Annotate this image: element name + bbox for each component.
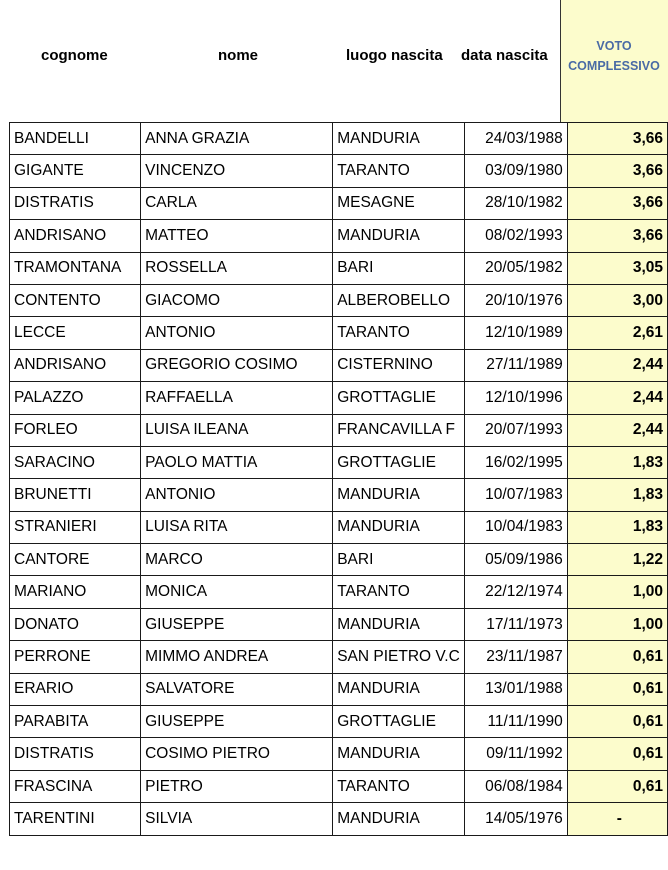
cell-data-nascita[interactable]: 10/04/1983 bbox=[464, 511, 567, 543]
cell-data-nascita[interactable]: 08/02/1993 bbox=[464, 220, 567, 252]
cell-voto[interactable]: 1,83 bbox=[567, 511, 667, 543]
cell-cognome[interactable]: CONTENTO bbox=[10, 284, 141, 316]
cell-nome[interactable]: LUISA ILEANA bbox=[141, 414, 333, 446]
cell-nome[interactable]: CARLA bbox=[141, 187, 333, 219]
cell-data-nascita[interactable]: 20/10/1976 bbox=[464, 284, 567, 316]
cell-luogo-nascita[interactable]: MANDURIA bbox=[333, 608, 465, 640]
cell-luogo-nascita[interactable]: FRANCAVILLA F bbox=[333, 414, 465, 446]
header-voto-line1: VOTO bbox=[596, 39, 632, 53]
header-nome: nome bbox=[218, 47, 259, 64]
table-row bbox=[10, 576, 668, 608]
cell-voto[interactable]: 1,22 bbox=[567, 544, 667, 576]
cell-nome[interactable]: MONICA bbox=[141, 576, 333, 608]
cell-voto[interactable]: 3,66 bbox=[567, 187, 667, 219]
cell-voto[interactable]: 1,00 bbox=[567, 576, 667, 608]
cell-voto[interactable]: 0,61 bbox=[567, 706, 667, 738]
cell-voto[interactable]: 0,61 bbox=[567, 673, 667, 705]
cell-luogo-nascita[interactable]: MANDURIA bbox=[333, 511, 465, 543]
cell-luogo-nascita[interactable]: CISTERNINO bbox=[333, 349, 465, 381]
cell-data-nascita[interactable]: 13/01/1988 bbox=[464, 673, 567, 705]
cell-data-nascita[interactable]: 24/03/1988 bbox=[464, 123, 567, 155]
cell-cognome[interactable]: PALAZZO bbox=[10, 382, 141, 414]
cell-luogo-nascita[interactable]: TARANTO bbox=[333, 576, 465, 608]
cell-cognome[interactable]: TRAMONTANA bbox=[10, 252, 141, 284]
cell-luogo-nascita[interactable]: SAN PIETRO V.C bbox=[333, 641, 465, 673]
cell-data-nascita[interactable]: 12/10/1996 bbox=[464, 382, 567, 414]
cell-nome[interactable]: MIMMO ANDREA bbox=[141, 641, 333, 673]
cell-voto[interactable]: 2,44 bbox=[567, 414, 667, 446]
cell-nome[interactable]: ROSSELLA bbox=[141, 252, 333, 284]
cell-data-nascita[interactable]: 03/09/1980 bbox=[464, 155, 567, 187]
cell-nome[interactable]: SALVATORE bbox=[141, 673, 333, 705]
cell-luogo-nascita[interactable]: MANDURIA bbox=[333, 803, 465, 835]
cell-voto[interactable]: 0,61 bbox=[567, 770, 667, 802]
table-row bbox=[10, 382, 668, 414]
cell-voto[interactable]: 3,66 bbox=[567, 155, 667, 187]
cell-data-nascita[interactable]: 12/10/1989 bbox=[464, 317, 567, 349]
table-row bbox=[10, 123, 668, 155]
header-voto-line2: COMPLESSIVO bbox=[568, 59, 660, 73]
table-row bbox=[10, 803, 668, 835]
cell-nome[interactable]: GIUSEPPE bbox=[141, 706, 333, 738]
table-row bbox=[10, 414, 668, 446]
cell-cognome[interactable]: SARACINO bbox=[10, 446, 141, 478]
results-table bbox=[9, 122, 668, 836]
cell-luogo-nascita[interactable]: MANDURIA bbox=[333, 220, 465, 252]
cell-data-nascita[interactable]: 11/11/1990 bbox=[464, 706, 567, 738]
cell-voto[interactable]: - bbox=[567, 803, 667, 835]
header-data-nascita: data nascita bbox=[461, 47, 548, 64]
cell-nome[interactable]: LUISA RITA bbox=[141, 511, 333, 543]
cell-nome[interactable]: PAOLO MATTIA bbox=[141, 446, 333, 478]
table-row bbox=[10, 641, 668, 673]
table-row bbox=[10, 284, 668, 316]
cell-data-nascita[interactable]: 27/11/1989 bbox=[464, 349, 567, 381]
cell-voto[interactable]: 2,44 bbox=[567, 349, 667, 381]
cell-nome[interactable]: VINCENZO bbox=[141, 155, 333, 187]
cell-luogo-nascita[interactable]: MANDURIA bbox=[333, 479, 465, 511]
cell-nome[interactable]: RAFFAELLA bbox=[141, 382, 333, 414]
cell-nome[interactable]: MATTEO bbox=[141, 220, 333, 252]
cell-cognome[interactable]: DONATO bbox=[10, 608, 141, 640]
cell-luogo-nascita[interactable]: ALBEROBELLO bbox=[333, 284, 465, 316]
table-row bbox=[10, 446, 668, 478]
cell-cognome[interactable]: PERRONE bbox=[10, 641, 141, 673]
cell-voto[interactable]: 2,44 bbox=[567, 382, 667, 414]
cell-data-nascita[interactable]: 16/02/1995 bbox=[464, 446, 567, 478]
cell-luogo-nascita[interactable]: TARANTO bbox=[333, 155, 465, 187]
table-row bbox=[10, 349, 668, 381]
cell-data-nascita[interactable]: 17/11/1973 bbox=[464, 608, 567, 640]
cell-cognome[interactable]: GIGANTE bbox=[10, 155, 141, 187]
table-row bbox=[10, 738, 668, 770]
header-luogo-nascita: luogo nascita bbox=[346, 47, 443, 64]
cell-nome[interactable]: GREGORIO COSIMO bbox=[141, 349, 333, 381]
cell-cognome[interactable]: STRANIERI bbox=[10, 511, 141, 543]
cell-cognome[interactable]: ERARIO bbox=[10, 673, 141, 705]
table-row bbox=[10, 252, 668, 284]
header-cognome: cognome bbox=[41, 47, 108, 64]
cell-cognome[interactable]: FRASCINA bbox=[10, 770, 141, 802]
table-row bbox=[10, 479, 668, 511]
cell-nome[interactable]: SILVIA bbox=[141, 803, 333, 835]
cell-nome[interactable]: ANTONIO bbox=[141, 317, 333, 349]
cell-luogo-nascita[interactable]: TARANTO bbox=[333, 317, 465, 349]
cell-voto[interactable]: 1,00 bbox=[567, 608, 667, 640]
cell-luogo-nascita[interactable]: GROTTAGLIE bbox=[333, 382, 465, 414]
cell-voto[interactable]: 3,00 bbox=[567, 284, 667, 316]
cell-luogo-nascita[interactable]: MESAGNE bbox=[333, 187, 465, 219]
table-row bbox=[10, 155, 668, 187]
cell-nome[interactable]: PIETRO bbox=[141, 770, 333, 802]
cell-data-nascita[interactable]: 20/07/1993 bbox=[464, 414, 567, 446]
table-row bbox=[10, 220, 668, 252]
cell-data-nascita[interactable]: 09/11/1992 bbox=[464, 738, 567, 770]
cell-data-nascita[interactable]: 28/10/1982 bbox=[464, 187, 567, 219]
cell-nome[interactable]: MARCO bbox=[141, 544, 333, 576]
cell-cognome[interactable]: FORLEO bbox=[10, 414, 141, 446]
cell-cognome[interactable]: LECCE bbox=[10, 317, 141, 349]
table-row bbox=[10, 544, 668, 576]
table-row bbox=[10, 187, 668, 219]
table-row bbox=[10, 511, 668, 543]
cell-luogo-nascita[interactable]: GROTTAGLIE bbox=[333, 446, 465, 478]
cell-luogo-nascita[interactable]: MANDURIA bbox=[333, 123, 465, 155]
cell-voto[interactable]: 3,05 bbox=[567, 252, 667, 284]
cell-voto[interactable]: 1,83 bbox=[567, 479, 667, 511]
table-row bbox=[10, 317, 668, 349]
cell-luogo-nascita[interactable]: BARI bbox=[333, 252, 465, 284]
cell-luogo-nascita[interactable]: GROTTAGLIE bbox=[333, 706, 465, 738]
cell-data-nascita[interactable]: 10/07/1983 bbox=[464, 479, 567, 511]
cell-luogo-nascita[interactable]: MANDURIA bbox=[333, 673, 465, 705]
cell-data-nascita[interactable]: 05/09/1986 bbox=[464, 544, 567, 576]
results-table-body bbox=[10, 123, 668, 836]
table-row bbox=[10, 706, 668, 738]
cell-voto[interactable]: 0,61 bbox=[567, 738, 667, 770]
cell-data-nascita[interactable]: 20/05/1982 bbox=[464, 252, 567, 284]
cell-luogo-nascita[interactable]: TARANTO bbox=[333, 770, 465, 802]
table-row bbox=[10, 770, 668, 802]
cell-voto[interactable]: 1,83 bbox=[567, 446, 667, 478]
cell-data-nascita[interactable]: 14/05/1976 bbox=[464, 803, 567, 835]
cell-cognome[interactable]: DISTRATIS bbox=[10, 187, 141, 219]
cell-cognome[interactable]: BRUNETTI bbox=[10, 479, 141, 511]
cell-voto[interactable]: 3,66 bbox=[567, 220, 667, 252]
cell-data-nascita[interactable]: 23/11/1987 bbox=[464, 641, 567, 673]
cell-luogo-nascita[interactable]: BARI bbox=[333, 544, 465, 576]
cell-nome[interactable]: GIACOMO bbox=[141, 284, 333, 316]
cell-cognome[interactable]: MARIANO bbox=[10, 576, 141, 608]
cell-voto[interactable]: 0,61 bbox=[567, 641, 667, 673]
cell-cognome[interactable]: ANDRISANO bbox=[10, 220, 141, 252]
cell-nome[interactable]: ANTONIO bbox=[141, 479, 333, 511]
cell-voto[interactable]: 3,66 bbox=[567, 123, 667, 155]
cell-nome[interactable]: ANNA GRAZIA bbox=[141, 123, 333, 155]
cell-data-nascita[interactable]: 22/12/1974 bbox=[464, 576, 567, 608]
table-row bbox=[10, 608, 668, 640]
cell-voto[interactable]: 2,61 bbox=[567, 317, 667, 349]
cell-cognome[interactable]: ANDRISANO bbox=[10, 349, 141, 381]
cell-cognome[interactable]: TARENTINI bbox=[10, 803, 141, 835]
table-row bbox=[10, 673, 668, 705]
cell-luogo-nascita[interactable]: MANDURIA bbox=[333, 738, 465, 770]
cell-cognome[interactable]: PARABITA bbox=[10, 706, 141, 738]
cell-nome[interactable]: GIUSEPPE bbox=[141, 608, 333, 640]
cell-nome[interactable]: COSIMO PIETRO bbox=[141, 738, 333, 770]
cell-cognome[interactable]: BANDELLI bbox=[10, 123, 141, 155]
cell-cognome[interactable]: DISTRATIS bbox=[10, 738, 141, 770]
cell-data-nascita[interactable]: 06/08/1984 bbox=[464, 770, 567, 802]
cell-cognome[interactable]: CANTORE bbox=[10, 544, 141, 576]
